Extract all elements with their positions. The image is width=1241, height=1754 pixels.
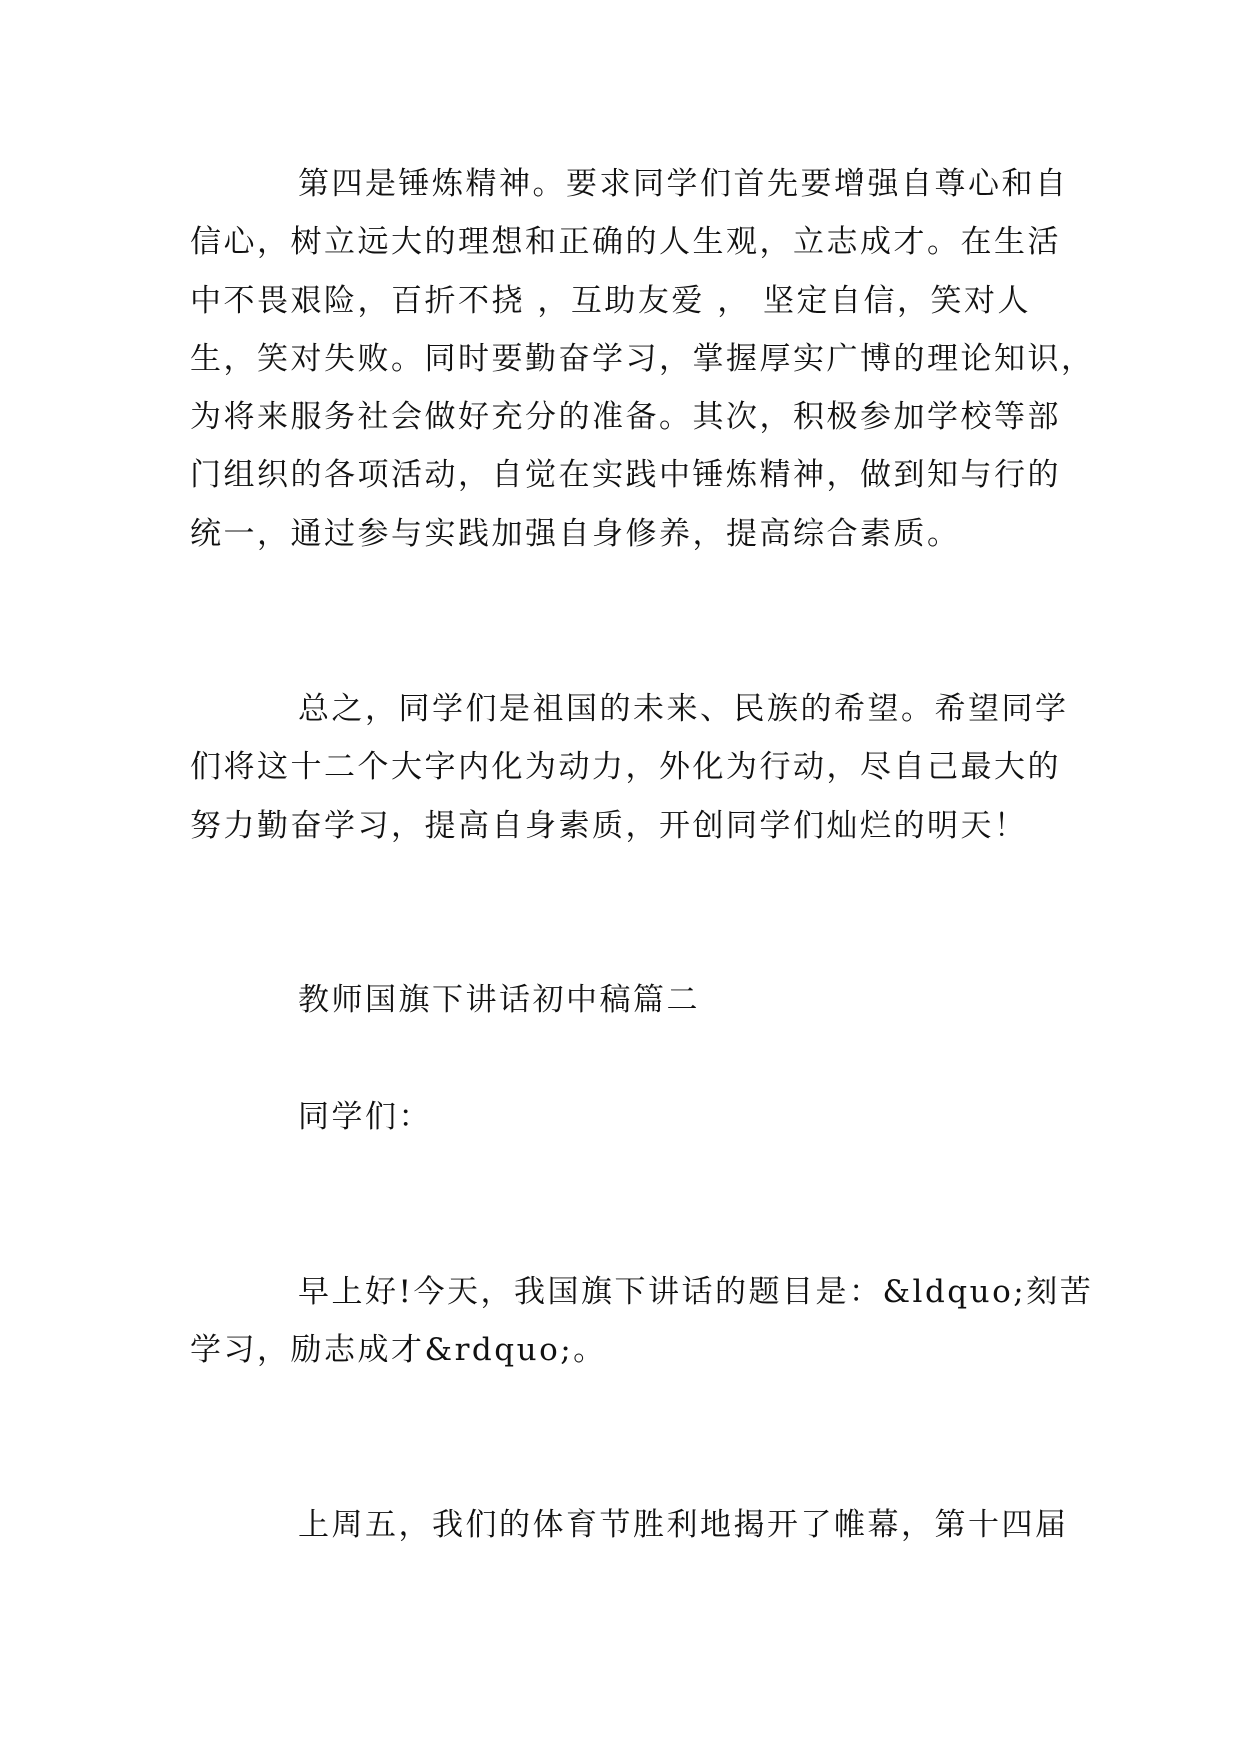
text-line: 门组织的各项活动，自觉在实践中锤炼精神，做到知与行的 bbox=[190, 457, 1061, 493]
section-heading: 教师国旗下讲话初中稿篇二 bbox=[298, 982, 700, 1018]
text-line: 统一，通过参与实践加强自身修养，提高综合素质。 bbox=[190, 516, 961, 552]
text-line: 信心，树立远大的理想和正确的人生观，立志成才。在生活 bbox=[190, 224, 1061, 260]
text-line: 们将这十二个大字内化为动力，外化为行动，尽自己最大的 bbox=[190, 749, 1061, 785]
text-line: 总之，同学们是祖国的未来、民族的希望。希望同学 bbox=[298, 691, 1069, 727]
text-line: 为将来服务社会做好充分的准备。其次，积极参加学校等部 bbox=[190, 399, 1061, 435]
text-line: 上周五，我们的体育节胜利地揭开了帷幕，第十四届 bbox=[298, 1507, 1069, 1543]
greeting: 同学们： bbox=[298, 1099, 432, 1135]
text-line: 学习，励志成才&rdquo;。 bbox=[190, 1332, 607, 1368]
text-line: 生，笑对失败。同时要勤奋学习，掌握厚实广博的理论知识， bbox=[190, 341, 1095, 377]
text-line: 努力勤奋学习，提高自身素质，开创同学们灿烂的明天！ bbox=[190, 808, 1028, 844]
text-line: 早上好!今天，我国旗下讲话的题目是：&ldquo;刻苦 bbox=[298, 1274, 1094, 1310]
text-line: 中不畏艰险，百折不挠 ，互助友爱 ， 坚定自信，笑对人 bbox=[190, 283, 1032, 319]
text-line: 第四是锤炼精神。要求同学们首先要增强自尊心和自 bbox=[298, 166, 1069, 202]
